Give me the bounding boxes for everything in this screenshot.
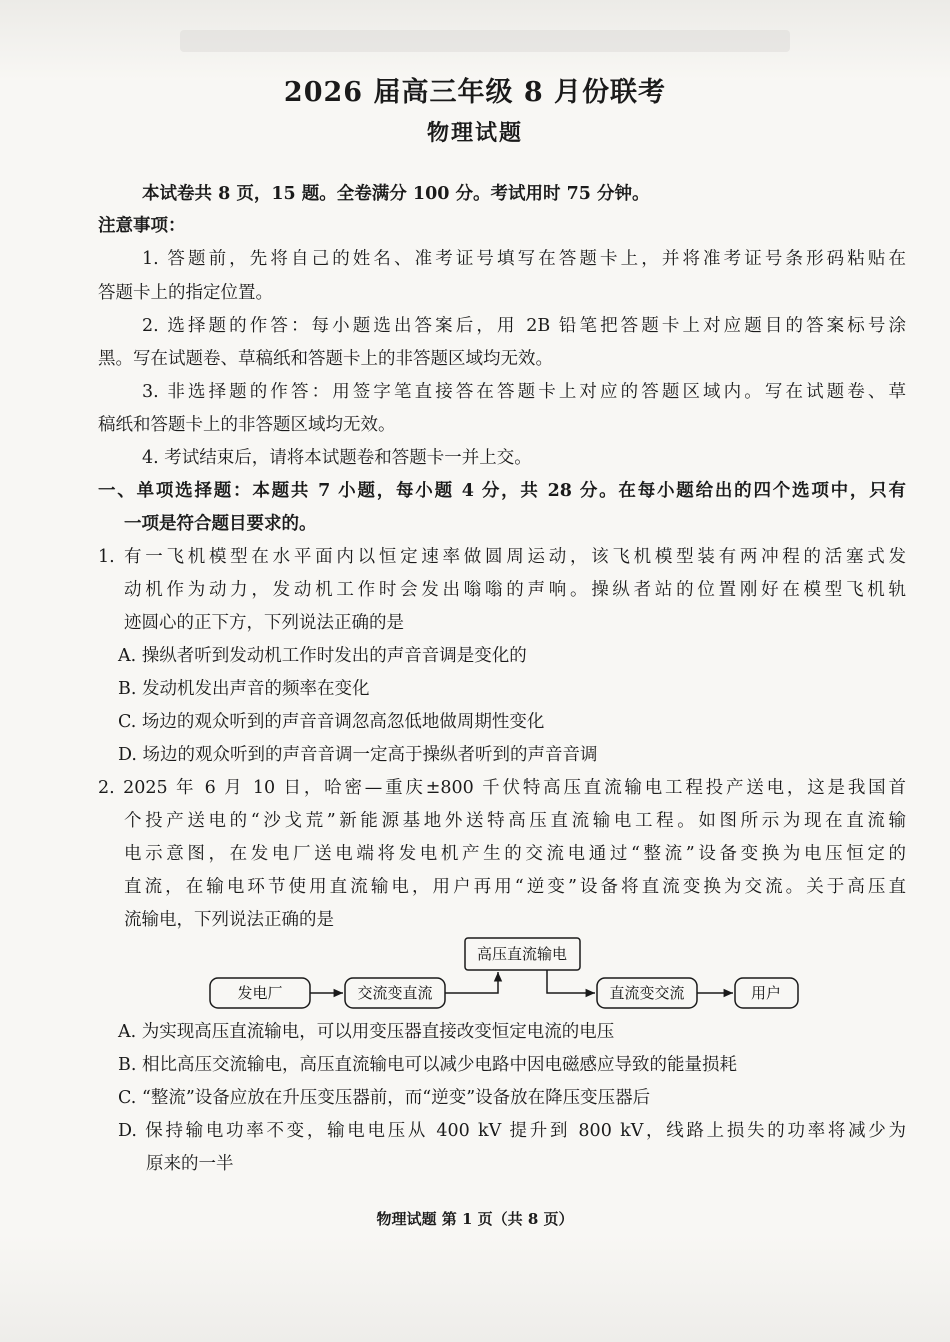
section-heading-line-2: 一项是符合题目要求的。 [124,514,317,534]
q1-option-d: D. 场边的观众听到的声音音调一定高于操纵者听到的声音音调 [118,745,598,765]
q2-stem-line-4: 直流，在输电环节使用直流输电，用户再用“逆变”设备将直流变换为交流。关于高压直 [124,877,906,897]
arrow-rectifier-to-hvdc [445,972,498,993]
scan-shadow [180,30,790,52]
ac-to-dc-label: 交流变直流 [357,984,433,1002]
exam-subtitle: 物理试题 [426,120,523,146]
arrow-hvdc-to-inverter [547,970,595,993]
q1-stem-line-3: 迹圆心的正下方，下列说法正确的是 [124,613,404,633]
q2-option-b: B. 相比高压交流输电，高压直流输电可以减少电路中因电磁感应导致的能量损耗 [118,1055,737,1075]
hvdc-label: 高压直流输电 [476,945,568,963]
notice-item-1-line-1: 1. 答题前，先将自己的姓名、准考证号填写在答题卡上，并将准考证号条形码粘贴在 [142,249,906,269]
q2-option-c: C. “整流”设备应放在升压变压器前，而“逆变”设备放在降压变压器后 [118,1088,651,1108]
notice-item-2-line-2: 黑。写在试题卷、草稿纸和答题卡上的非答题区域均无效。 [98,349,553,369]
q1-stem-line-1: 1. 有一飞机模型在水平面内以恒定速率做圆周运动，该飞机模型装有两冲程的活塞式发 [98,547,906,567]
exam-title: 2026 届高三年级 8 月份联考 [283,77,667,108]
q2-stem-line-1: 2. 2025 年 6 月 10 日，哈密—重庆±800 千伏特高压直流输电工程投产送电，这是我国首 [98,778,906,798]
q1-option-b: B. 发动机发出声音的频率在变化 [118,679,370,699]
q2-stem-line-5: 流输电，下列说法正确的是 [124,910,334,930]
exam-intro: 本试卷共 8 页，15 题。全卷满分 100 分。考试用时 75 分钟。 [142,184,650,204]
hvdc-flow-diagram [205,934,805,1012]
section-heading-line-1: 一、单项选择题：本题共 7 小题，每小题 4 分，共 28 分。在每小题给出的四个选项中，只有 [98,481,906,501]
notice-item-1-line-2: 答题卡上的指定位置。 [98,283,273,303]
q2-option-a: A. 为实现高压直流输电，可以用变压器直接改变恒定电流的电压 [118,1022,615,1042]
q1-option-a: A. 操纵者听到发动机工作时发出的声音音调是变化的 [118,646,527,666]
page-footer: 物理试题 第 1 页（共 8 页） [376,1210,574,1228]
q2-stem-line-3: 电示意图，在发电厂送电端将发电机产生的交流电通过“整流”设备变换为电压恒定的 [124,844,906,864]
q1-stem-line-2: 动机作为动力，发动机工作时会发出嗡嗡的声响。操纵者站的位置刚好在模型飞机轨 [124,580,906,600]
notice-item-3-line-1: 3. 非选择题的作答：用签字笔直接答在答题卡上对应的答题区域内。写在试题卷、草 [142,382,906,402]
q2-stem-line-2: 个投产送电的“沙戈荒”新能源基地外送特高压直流输电工程。如图所示为现在直流输 [124,811,906,831]
notice-item-2-line-1: 2. 选择题的作答：每小题选出答案后，用 2B 铅笔把答题卡上对应题目的答案标号涂 [142,316,906,336]
notice-item-4: 4. 考试结束后，请将本试题卷和答题卡一并上交。 [142,448,532,468]
q1-option-c: C. 场边的观众听到的声音音调忽高忽低地做周期性变化 [118,712,545,732]
notice-item-3-line-2: 稿纸和答题卡上的非答题区域均无效。 [98,415,396,435]
power-plant-label: 发电厂 [237,984,283,1002]
notice-heading: 注意事项： [98,216,186,236]
dc-to-ac-label: 直流变交流 [609,984,685,1002]
user-label: 用户 [750,984,782,1002]
q2-option-d: D. 保持输电功率不变，输电电压从 400 kV 提升到 800 kV，线路上损失的功率将减少为 [118,1121,906,1141]
q2-option-d-continued: 原来的一半 [146,1154,234,1174]
